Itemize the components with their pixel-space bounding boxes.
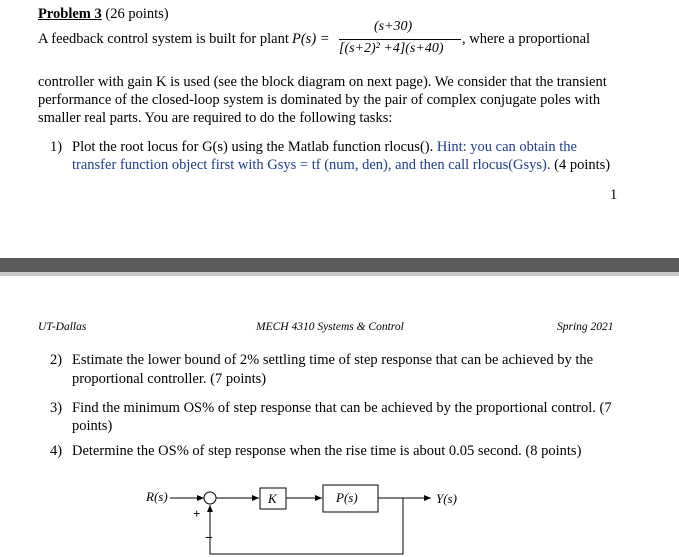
- task-4-number: 4): [50, 443, 63, 459]
- transfer-function-numerator: (s+30): [374, 19, 413, 34]
- intro-prefix: A feedback control system is built for plant: [38, 31, 289, 47]
- page-number: 1: [610, 187, 618, 203]
- task-2-line-2: proportional controller. (7 points): [72, 371, 267, 387]
- header-center: MECH 4310 Systems & Control: [256, 321, 404, 333]
- header-left: UT-Dallas: [38, 321, 87, 333]
- block-diagram: [0, 276, 679, 557]
- task-3-number: 3): [50, 400, 63, 416]
- task-1-hint-continued: transfer function object first with Gsys = tf (num, den), and then call rlocus(Gsys).: [72, 157, 551, 173]
- task-1-text: Plot the root locus for G(s) using the Matlab function rlocus().: [72, 139, 437, 155]
- task-1-line-1: [72, 138, 577, 156]
- paragraph-line-1: controller with gain K is used (see the block diagram on next page). We consider that the transient: [38, 74, 607, 90]
- task-2-line-1: Estimate the lower bound of 2% settling time of step response that can be achieved by the: [72, 352, 594, 368]
- header-right: Spring 2021: [557, 321, 614, 333]
- controller-label: K: [268, 491, 277, 506]
- intro-suffix: , where a proportional: [462, 31, 591, 47]
- task-1-number: 1): [50, 139, 63, 155]
- task-1-points: (4 points): [550, 157, 611, 173]
- problem-title: Problem 3: [38, 6, 102, 22]
- minus-sign: −: [205, 531, 213, 546]
- input-label: R(s): [146, 489, 168, 504]
- transfer-function-denominator: [(s+2)² +4](s+40): [339, 41, 444, 56]
- output-label: Y(s): [436, 491, 457, 506]
- document-page-2: [0, 276, 679, 557]
- page-separator: [0, 258, 679, 272]
- document-page-1: [0, 0, 679, 258]
- task-1-hint: Hint: you can obtain the: [436, 139, 577, 155]
- task-3-line-2: points): [72, 418, 113, 434]
- plant-lhs: P(s) =: [292, 31, 330, 47]
- paragraph-line-2: performance of the closed-loop system is dominated by the pair of complex conjugate poles with: [38, 92, 601, 108]
- problem-points: (26 points): [105, 6, 169, 22]
- plus-sign: +: [193, 506, 201, 521]
- summing-junction: [204, 492, 216, 504]
- problem-heading: [38, 5, 169, 23]
- task-2-number: 2): [50, 352, 63, 368]
- plant-label: P(s): [336, 490, 358, 505]
- task-4-line-1: Determine the OS% of step response when the rise time is about 0.05 second. (8 points): [72, 443, 582, 459]
- paragraph-line-3: smaller real parts. You are required to do the following tasks:: [38, 110, 393, 126]
- task-1-line-2: [72, 156, 610, 174]
- task-3-line-1: Find the minimum OS% of step response that can be achieved by the proportional control. (7: [72, 400, 612, 416]
- fraction-bar: [339, 39, 461, 40]
